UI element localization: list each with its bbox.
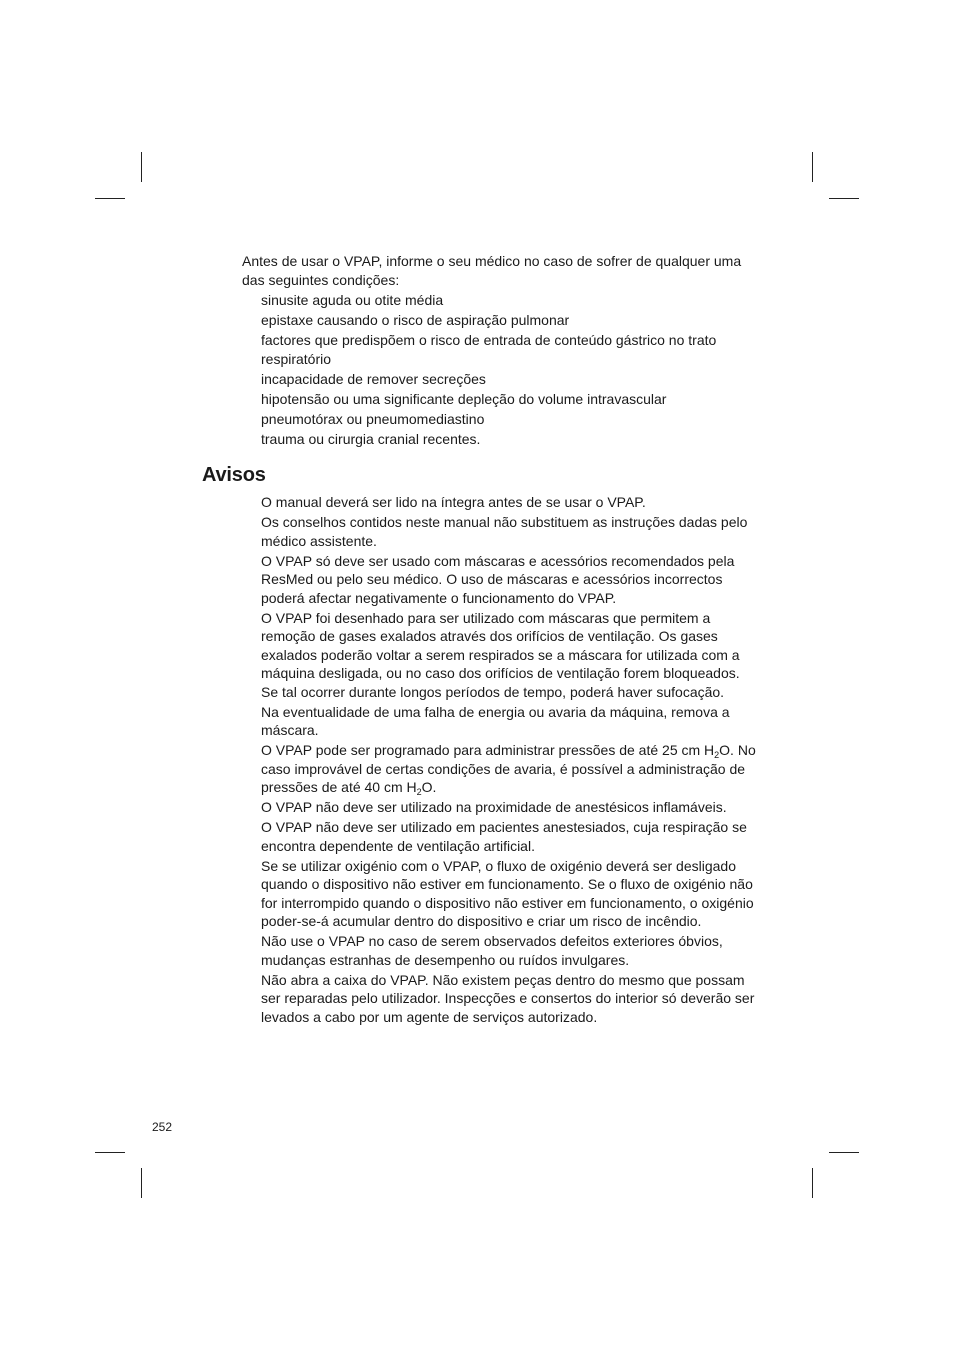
warnings-list: [261, 493, 757, 1028]
page-number: 252: [152, 1120, 173, 1134]
section-heading: Avisos: [202, 464, 266, 486]
crop-mark-bottom-right-horizontal: [829, 1152, 859, 1153]
conditions-list: [261, 291, 757, 450]
warning-item: Não abra a caixa do VPAP. Não existem peças dentro do mesmo que possam ser reparadas pelo utilizador. Inspecções e consertos do interior só deverão ser levados a cabo por um agente de serviços autorizado.: [261, 971, 755, 1025]
pressure-text-1: O VPAP pode ser programado para administrar pressões de até 25 cm H: [261, 742, 715, 758]
pressure-text-2: O. No caso improvável de certas condições de avaria, é possível a administração de pressões de até 40 cm H: [261, 742, 756, 795]
warning-item: O VPAP não deve ser utilizado em pacientes anestesiados, cuja respiração se encontra dependente de ventilação artificial.: [261, 819, 747, 854]
intro-paragraph: Antes de usar o VPAP, informe o seu médico no caso de sofrer de qualquer uma das seguintes condições:: [242, 253, 742, 288]
crop-mark-top-right-horizontal: [829, 198, 859, 199]
warning-item: O manual deverá ser lido na íntegra antes de se usar o VPAP.: [261, 494, 646, 510]
warning-item: O VPAP foi desenhado para ser utilizado com máscaras que permitem a remoção de gases exalados através dos orifícios de ventilação. Os gases exalados poderão voltar a serem respirados se a máscara for utilizada com a máquina desligada, ou no caso dos orifícios de ventilação forem bloqueados. Se tal ocorrer durante longos períodos de tempo, poderá haver sufocação.: [261, 609, 740, 700]
subscript-2: 2: [416, 787, 422, 797]
crop-mark-top-left-horizontal: [95, 198, 125, 199]
list-item: factores que predispõem o risco de entrada de conteúdo gástrico no trato respiratório: [261, 332, 717, 367]
list-item: incapacidade de remover secreções: [261, 370, 486, 387]
crop-mark-bottom-right-vertical: [812, 1168, 813, 1198]
crop-mark-bottom-left-vertical: [141, 1168, 142, 1198]
subscript-2: 2: [714, 750, 720, 760]
warning-item: O VPAP não deve ser utilizado na proximidade de anestésicos inflamáveis.: [261, 799, 727, 815]
warning-item: O VPAP só deve ser usado com máscaras e acessórios recomendados pela ResMed ou pelo seu médico. O uso de máscaras e acessórios incorrectos poderá afectar negativamente o funcionamento do VPAP.: [261, 552, 735, 606]
warning-item: Não use o VPAP no caso de serem observados defeitos exteriores óbvios, mudanças estranhas de desempenho ou ruídos invulgares.: [261, 933, 723, 968]
list-item: epistaxe causando o risco de aspiração pulmonar: [261, 312, 570, 328]
list-item: hipotensão ou uma significante depleção do volume intravascular: [261, 390, 667, 407]
list-item: trauma ou cirurgia cranial recentes.: [261, 430, 481, 447]
warning-item: Se se utilizar oxigénio com o VPAP, o fluxo de oxigénio deverá ser desligado quando o dispositivo não estiver em funcionamento. Se o fluxo de oxigénio não for interrompido quando o dispositivo não estiver em funcionamento, o oxigénio poder-se-á acumular dentro do dispositivo e criar um risco de incêndio.: [261, 857, 754, 929]
warning-item: Os conselhos contidos neste manual não substituem as instruções dadas pelo médico assistente.: [261, 514, 748, 549]
crop-mark-top-left-vertical: [141, 152, 142, 182]
warning-item: Na eventualidade de uma falha de energia ou avaria da máquina, remova a máscara.: [261, 703, 730, 738]
list-item: pneumotórax ou pneumomediastino: [261, 410, 485, 427]
crop-mark-bottom-left-horizontal: [95, 1152, 125, 1153]
pressure-warning-item: [261, 741, 757, 797]
list-item: sinusite aguda ou otite média: [261, 292, 444, 308]
crop-mark-top-right-vertical: [812, 152, 813, 182]
pressure-text-3: O.: [421, 779, 437, 795]
